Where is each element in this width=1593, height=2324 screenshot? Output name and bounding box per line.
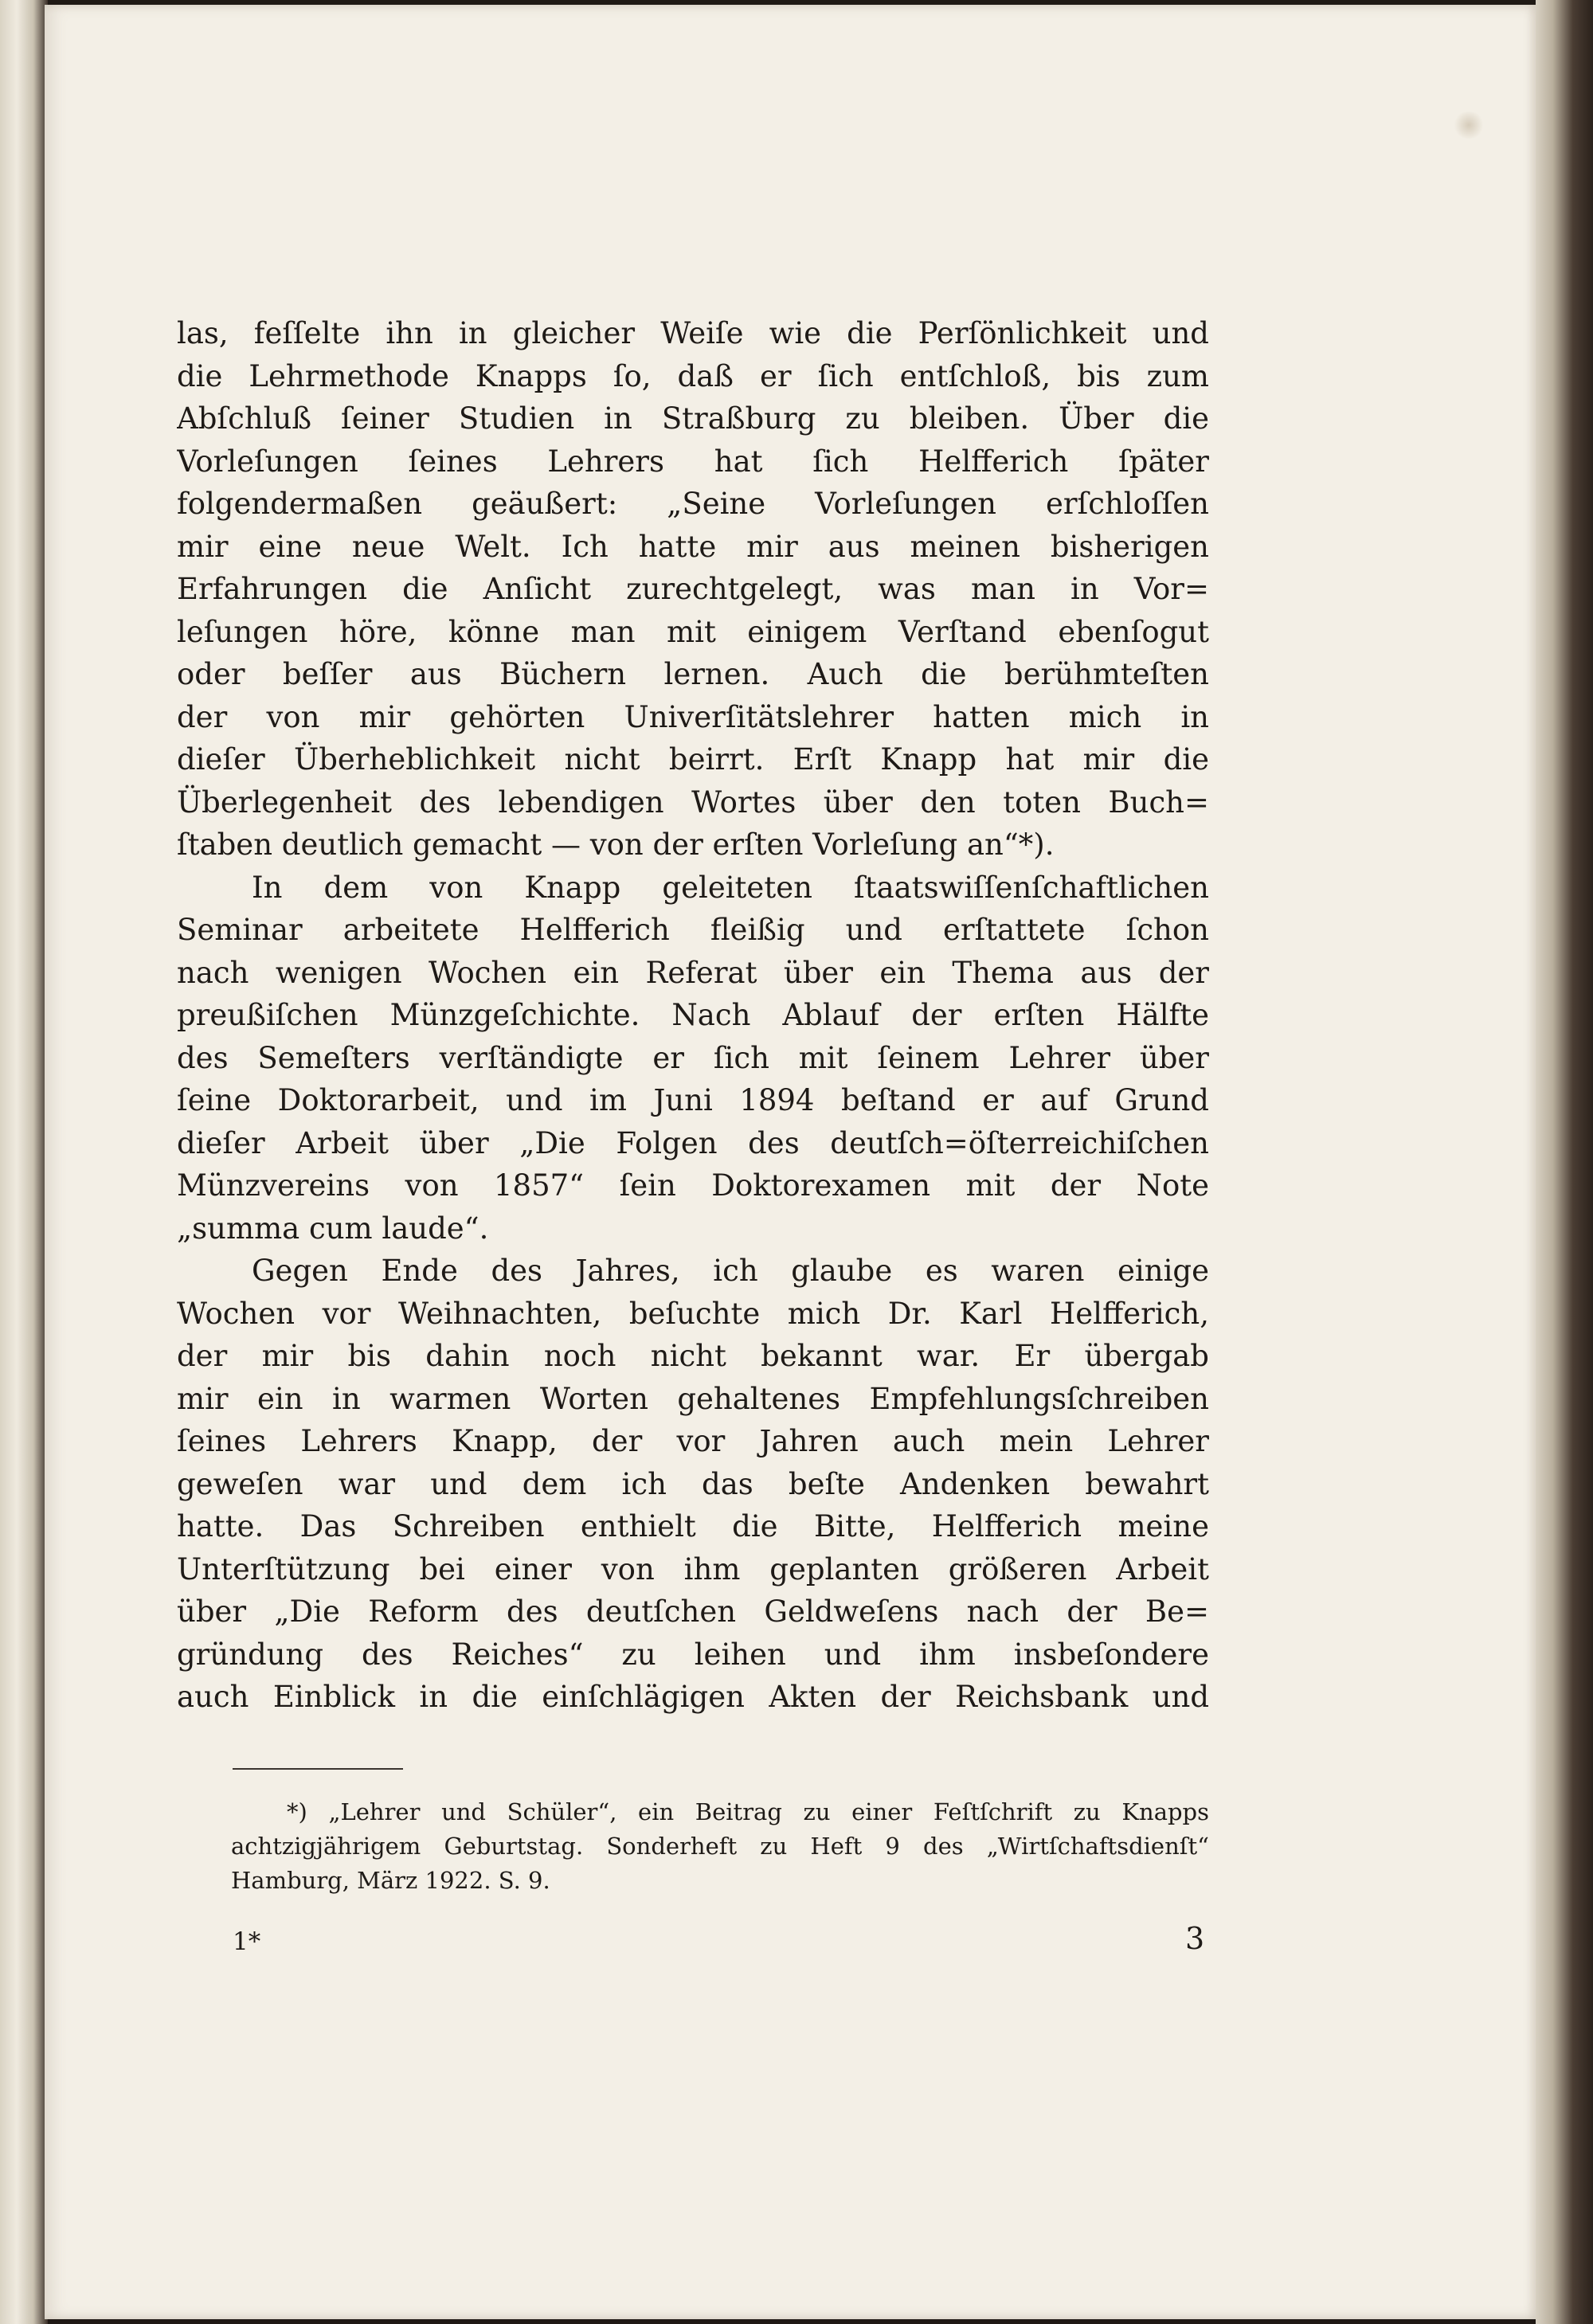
paper-stain [1453, 112, 1485, 139]
text-line: leſungen höre, könne man mit einigem Verſtand ebenſogut [177, 614, 1209, 649]
text-line: Abſchluß ſeiner Studien in Straßburg zu bleiben. Über die [177, 401, 1209, 436]
text-line: ſeines Lehrers Knapp, der vor Jahren auch mein Lehrer [177, 1424, 1209, 1458]
footnote-line: Hamburg, März 1922. S. 9. [231, 1867, 550, 1894]
text-line: ſeine Doktorarbeit, und im Juni 1894 beſtand er auf Grund [177, 1083, 1209, 1117]
text-line: der mir bis dahin noch nicht bekannt war. Er übergab [177, 1339, 1209, 1373]
footnote-line: achtzigjährigem Geburtstag. Sonderheft zu Heft 9 des „Wirtſchaftsdienſt“ [231, 1833, 1209, 1860]
footnote [231, 1795, 1209, 1898]
footnote-line: *) „Lehrer und Schüler“, ein Beitrag zu einer Feſtſchrift zu Knapps [287, 1798, 1209, 1825]
text-line: auch Einblick in die einſchlägigen Akten der Reichsbank und [177, 1680, 1209, 1714]
previous-page-edge [0, 0, 48, 2324]
text-line: Gegen Ende des Jahres, ich glaube es waren einige [252, 1254, 1209, 1288]
text-line: Seminar arbeitete Helfferich fleißig und erſtattete ſchon [177, 913, 1209, 947]
text-line: geweſen war und dem ich das beſte Andenken bewahrt [177, 1466, 1209, 1501]
text-line: gründung des Reiches“ zu leihen und ihm insbeſondere [177, 1637, 1209, 1672]
text-line: Erfahrungen die Anſicht zurechtgelegt, was man in Vor= [177, 572, 1209, 606]
text-line: Überlegenheit des lebendigen Wortes über den toten Buch= [177, 784, 1209, 820]
text-line: las, feſſelte ihn in gleicher Weiſe wie die Perſönlichkeit und [177, 316, 1209, 350]
text-line: nach wenigen Wochen ein Referat über ein Thema aus der [177, 955, 1209, 990]
text-line: „summa cum laude“. [177, 1211, 489, 1246]
text-line: oder beſſer aus Büchern lernen. Auch die berühmteſten [177, 657, 1209, 691]
page-number: 3 [1185, 1921, 1205, 1956]
main-text [177, 312, 1209, 1719]
text-line: der von mir gehörten Univerſitätslehrer hatten mich in [177, 699, 1209, 734]
text-line: folgendermaßen geäußert: „Seine Vorleſungen erſchloſſen [177, 487, 1209, 521]
text-line: mir ein in warmen Worten gehaltenes Empfehlungsſchreiben [177, 1381, 1209, 1416]
text-line: die Lehrmethode Knapps ſo, daß er ſich entſchloß, bis zum [177, 358, 1209, 393]
text-line: Münzvereins von 1857“ ſein Doktorexamen mit der Note [177, 1168, 1209, 1203]
text-line: preußiſchen Münzgeſchichte. Nach Ablauf der erſten Hälfte [177, 998, 1209, 1032]
text-line: dieſer Überheblichkeit nicht beirrt. Erſt Knapp hat mir die [177, 742, 1209, 777]
text-line: dieſer Arbeit über „Die Folgen des deutſch=öſterreichiſchen [177, 1125, 1209, 1160]
footnote-separator [233, 1768, 403, 1770]
text-line: mir eine neue Welt. Ich hatte mir aus meinen bisherigen [177, 529, 1209, 564]
text-line: In dem von Knapp geleiteten ſtaatswiſſenſchaftlichen [252, 870, 1209, 905]
text-line: des Semeſters verſtändigte er ſich mit ſeinem Lehrer über [177, 1040, 1209, 1075]
text-line: Wochen vor Weihnachten, beſuchte mich Dr. Karl Helfferich, [177, 1296, 1209, 1331]
text-line: Vorleſungen ſeines Lehrers hat ſich Helfferich ſpäter [177, 444, 1209, 479]
text-line: Unterſtützung bei einer von ihm geplanten größeren Arbeit [177, 1551, 1209, 1587]
signature-mark: 1* [233, 1927, 261, 1956]
text-line: hatte. Das Schreiben enthielt die Bitte, Helfferich meine [177, 1509, 1209, 1543]
text-line: über „Die Reform des deutſchen Geldweſens nach der Be= [177, 1594, 1209, 1629]
page-stack-edge [1536, 0, 1593, 2324]
text-line: ſtaben deutlich gemacht — von der erſten Vorleſung an“*). [177, 827, 1055, 862]
